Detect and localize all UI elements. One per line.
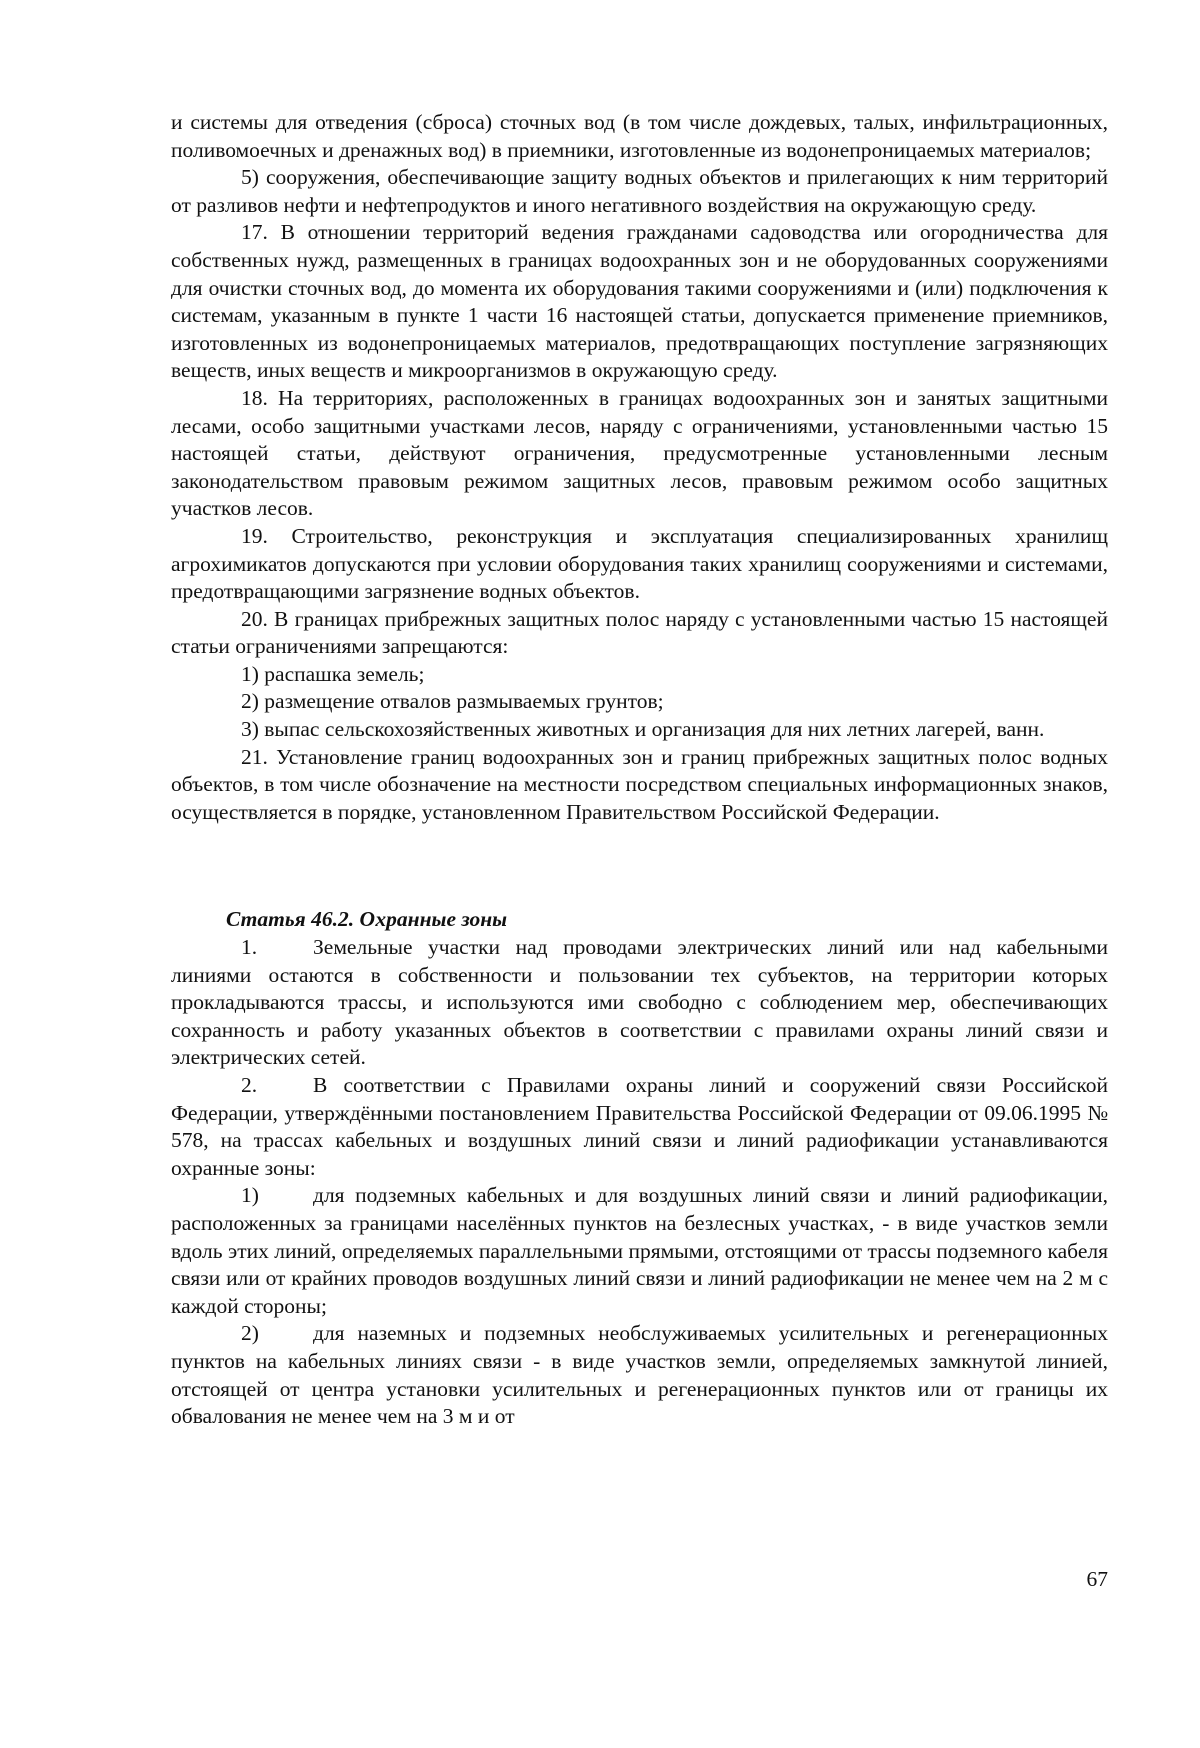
paragraph-19: 19. Строительство, реконструкция и эксплуатация специализированных хранилищ агрохимикатов допускаются при условии оборудования таких хранилищ сооружениями и системами, предотвращающими загрязнение водных объектов. [171, 523, 1108, 604]
paragraph-20: 20. В границах прибрежных защитных полос наряду с установленными частью 15 настоящей статьи ограничениями запрещаются: [171, 606, 1108, 659]
list-item-2: 2) размещение отвалов размываемых грунтов; [241, 689, 664, 714]
paragraph-text: для наземных и подземных необслуживаемых усилительных и регенерационных пунктов на кабельных линиях связи - в виде участков земли, определяемых замкнутой линией, отстоящей от центра установки усилительных и регенерационных пунктов или от границы их обвалования не менее чем на 3 м и от [171, 1321, 1108, 1429]
article-heading: Статья 46.2. Охранные зоны [226, 907, 508, 932]
paragraph-21: 21. Установление границ водоохранных зон и границ прибрежных защитных полос водных объектов, в том числе обозначение на местности посредством специальных информационных знаков, осуществляется в порядке, установленном Правительством Российской Федерации. [171, 744, 1108, 824]
paragraph-18: 18. На территориях, расположенных в границах водоохранных зон и занятых защитными лесами, особо защитными участками лесов, наряду с ограничениями, установленными частью 15 настоящей статьи, действуют ограничения, предусмотренные установленными лесным законодательством правовым режимом защитных лесов, правовым режимом особо защитных участков лесов. [171, 385, 1108, 521]
document-page [171, 109, 1108, 1431]
paragraph-number: 2) [241, 1321, 259, 1346]
article-subitem-1 [171, 1182, 1108, 1320]
paragraph-number: 2. [241, 1073, 258, 1097]
paragraph-17: 17. В отношении территорий ведения гражданами садоводства или огородничества для собственных нужд, размещенных в границах водоохранных зон и не оборудованных сооружениями для очистки сточных вод, до момента их оборудования такими сооружениями и (или) подключения к системам, указанным в пункте 1 части 16 настоящей статьи, допускается применение приемников, изготовленных из водонепроницаемых материалов, предотвращающих поступление загрязняющих веществ, иных веществ и микроорганизмов в окружающую среду. [171, 220, 1108, 383]
section-gap [171, 826, 1108, 906]
paragraph-continuation: и системы для отведения (сброса) сточных вод (в том числе дождевых, талых, инфильтрационных, поливомоечных и дренажных вод) в приемники, изготовленные из водонепроницаемых материалов; [171, 110, 1108, 162]
list-item-1: 1) распашка земель; [241, 661, 425, 686]
list-item-3: 3) выпас сельскохозяйственных животных и организация для них летних лагерей, ванн. [241, 717, 1045, 742]
article-paragraph-2 [171, 1072, 1108, 1182]
paragraph-text: Земельные участки над проводами электрических линий или над кабельными линиями остаются в собственности и пользовании тех субъектов, на территории которых прокладываются трассы, и используются ими свободно с соблюдением мер, обеспечивающих сохранность и работу указанных объектов в соответствии с правилами охраны линий связи и электрических сетей. [171, 935, 1108, 1070]
paragraph-item-5: 5) сооружения, обеспечивающие защиту водных объектов и прилегающих к ним территорий от разливов нефти и нефтепродуктов и иного негативного воздействия на окружающую среду. [171, 165, 1108, 217]
paragraph-number: 1. [241, 935, 258, 960]
article-paragraph-1 [171, 934, 1108, 1072]
page-number: 67 [1086, 1567, 1108, 1591]
paragraph-number: 1) [241, 1183, 259, 1208]
paragraph-text: В соответствии с Правилами охраны линий и сооружений связи Российской Федерации, утверждёнными постановлением Правительства Российской Федерации от 09.06.1995 № 578, на трассах кабельных и воздушных линий связи и линий радиофикации устанавливаются охранные зоны: [171, 1073, 1108, 1180]
paragraph-text: для подземных кабельных и для воздушных линий связи и линий радиофикации, расположенных за границами населённых пунктов на безлесных участках, - в виде участков земли вдоль этих линий, определяемых параллельными прямыми, отстоящими от трассы подземного кабеля связи или от крайних проводов воздушных линий связи и линий радиофикации не менее чем на 2 м с каждой стороны; [171, 1183, 1108, 1318]
article-subitem-2 [171, 1320, 1108, 1430]
